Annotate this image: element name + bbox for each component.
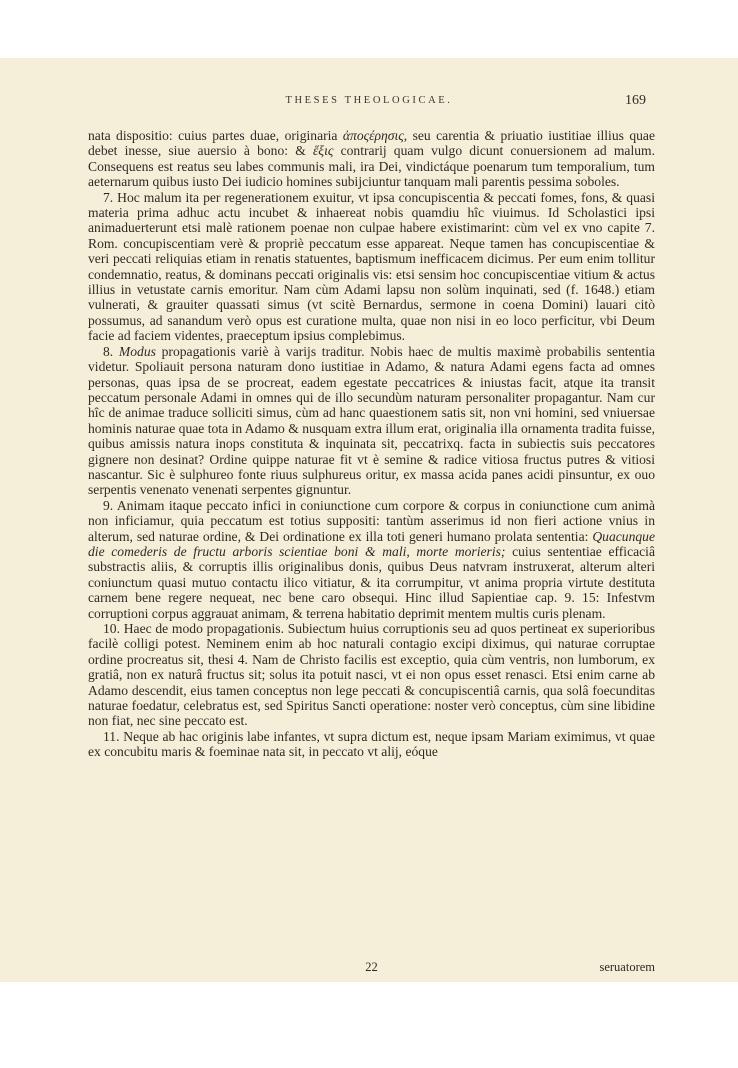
text-run: 10. Haec de modo propagationis. Subiectum huius corruptionis seu ad quos pertineat ex superioribus facilè colligi potest. Neminem enim ab hoc naturali contagio excipi diximus, qui naturae corruptae ordine procreatus sit, thesi 4. Nam de Christo facilis est exceptio, quia cùm ventris, non lumborum, ex gratiâ, non ex naturâ fructus sit; solus ita potuit nasci, vt ei non opus esset renasci. Etsi enim carne ab Adamo descendit, eius tamen conceptus non lege peccati & concupiscentiâ carnis, qua solâ foecunditas naturae foedatur, celebratus est, sed Spiritus Sancti operatione: noster verò conceptus, cùm sine libidine non fiat, nec sine peccato est.: [88, 621, 655, 729]
italic-text: Quacunque die comederis de fructu arboris scientiae boni & mali, morte morieris;: [88, 528, 655, 559]
page-number: 169: [625, 93, 646, 108]
body-text: [88, 128, 655, 760]
text-run: cuius sententiae efficaciâ substractis aliis, & corruptis illis originalibus donis, quibus Deus natvram instruxerat, alterum alteri coniunctum quasi mutuo contactu ilico vitiatur, & ita corrumpitur, vt anima propria virtute destituta carnem bene regere nequeat, nec bene caro obsequi. Hinc illud Sapientiae cap. 9. 15: Infestvm corruptioni corpus aggrauat animam, & terrena habitatio deprimit mentem multis curis plenam.: [88, 543, 655, 621]
paragraph-6: [88, 729, 655, 760]
text-run: nata dispositio: cuius partes duae, originaria: [88, 128, 343, 143]
text-run: 9. Animam itaque peccato infici in coniunctione cum corpore & corpus in coniunctione cum animà non inficiamur, quia peccatum est totius suppositi: tantùm asserimus id non fieri actione vnius in alterum, sed naturae ordine, & Dei ordinatione ex illa toti generi humano prolata sententia:: [88, 497, 655, 544]
italic-text: Modus: [118, 343, 156, 359]
text-run: contrarij quam vulgo dicunt conuersionem ad malum. Consequens est reatus seu labes communis mali, ira Dei, vindictáque poenarum tum temporalium, tum aeternarum quibus iusto Dei iudicio homines subijciuntur tanquam mali parentis pessima soboles.: [88, 143, 655, 190]
greek-term: ἀποςέρησις: [342, 128, 404, 143]
paragraph-1: [88, 128, 655, 190]
catchword: seruatorem: [599, 960, 655, 974]
text-run: , seu carentia & priuatio iustitiae illius quae debet inesse, siue auersio à bono: &: [88, 128, 655, 159]
text-run: 8.: [103, 343, 119, 359]
paragraph-3: [88, 344, 655, 498]
running-head: [0, 95, 738, 111]
paragraph-2: [88, 190, 655, 344]
paragraph-5: [88, 621, 655, 729]
running-title: THESES THEOLOGICAE.: [285, 95, 453, 106]
paragraph-4: [88, 498, 655, 621]
greek-term: ἕξις: [312, 143, 334, 159]
signature-mark: 22: [365, 960, 378, 974]
page-footer: [88, 960, 655, 976]
text-run: 11. Neque ab hac originis labe infantes, vt supra dictum est, neque ipsam Mariam eximimus, vt quae ex concubitu maris & foeminae nata sit, in peccato vt alij, eóque: [88, 728, 655, 760]
book-page: [0, 58, 738, 982]
text-run: propagationis variè à varijs traditur. Nobis haec de multis maximè probabilis sententia videtur. Spoliauit persona naturam dono iustitiae in Adamo, & natura Adami egens facta ad omnes personas, quas ipsa de se procreat, eadem egestate peccatrices & iniustas facit, atque ita transit peccatum personale Adami in omnes qui de illo secundùm naturam personaliter propagantur. Nam cur hîc de animae traduce solliciti simus, cùm ad hanc quaestionem satis sit, non vni homini, sed vniuersae hominis naturae quae tota in Adamo & nusquam extra illum erat, originalia illa ornamenta tradita fuisse, quibus amissis natura inops constituta & inquinata sit, peccatrixq. facta in subiectis suis peccatores gignere non desinat? Ordine quippe naturae fit vt è semine & radice vitiosa fructus putres & vitiosi nascantur. Sic è sulphureo fonte riuus sulphureus oritur, ex massa acida panes acidi pinsuntur, ex ouo serpentis venenato venenati serpentes gignuntur.: [88, 343, 656, 498]
text-run: 7. Hoc malum ita per regenerationem exuitur, vt ipsa concupiscentia & peccati fomes, fons, & quasi materia prima adhuc actu incubet & inhaereat nobis quamdiu hîc viuimus. Id Scholastici ipsi animaduerterunt etsi malè rationem poenae non culpae habere existimarint: cùm vel ex vno capite 7. Rom. concupiscentiam verè & propriè peccatum esse appareat. Neque tamen has concupiscentiae & veri peccati reliquias etiam in renatis statuentes, baptismum inefficacem dicimus. Per eum enim tollitur condemnatio, reatus, & dominans peccati originalis vis: etsi sensim hoc concupiscentiae vitium & actus illius in vetustate carnis emoritur. Nam cùm Adami lapsu non solùm inquinati, sed (f. 1648.) etiam vulnerati, & grauiter quassati simus (vt scitè Bernardus, sermone in coena Domini) lauari citò possumus, ad sanandum verò opus est curatione multa, quae non nisi in eo loco perficitur, vbi Deum facie ad faciem videntes, praeceptum ipsius complebimus.: [88, 189, 655, 344]
